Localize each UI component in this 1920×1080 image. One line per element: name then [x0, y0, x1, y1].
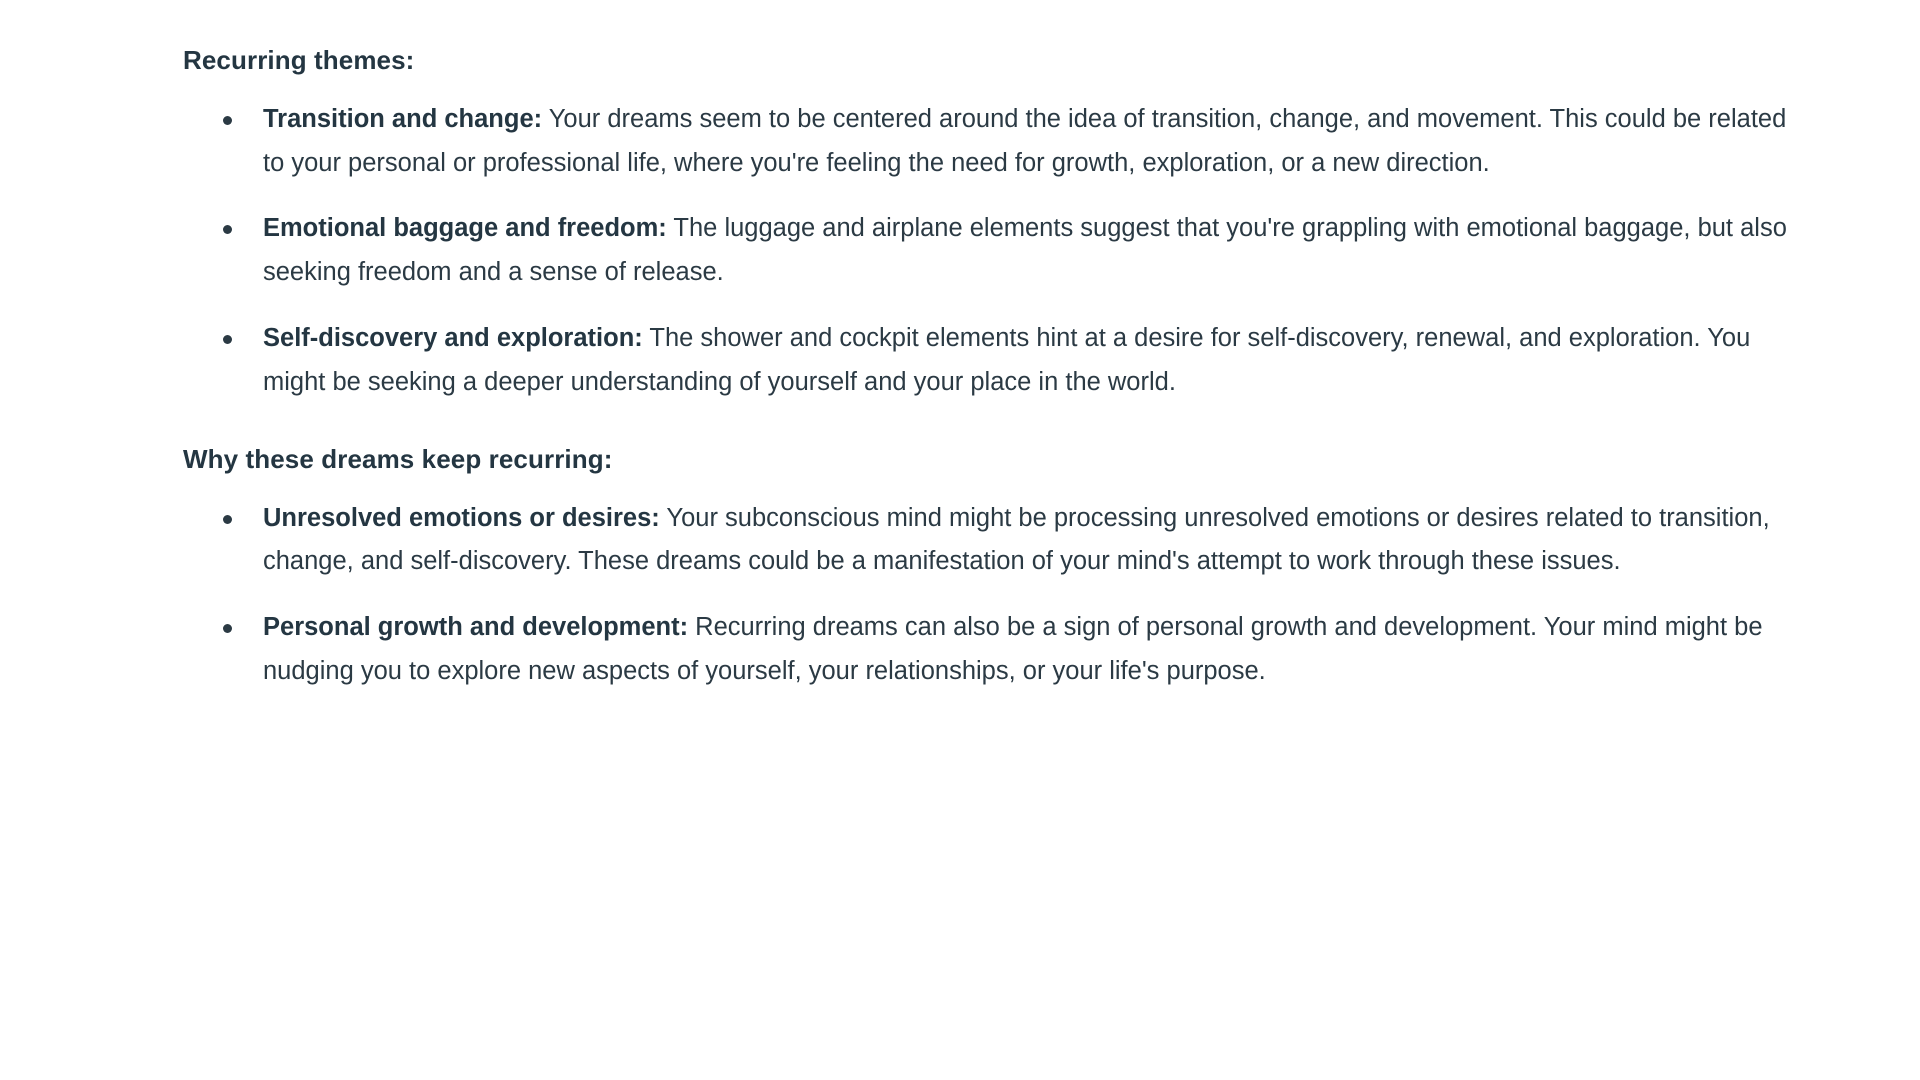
reasons-list: [183, 497, 1803, 694]
list-item: [183, 606, 1803, 694]
list-item-lead: Unresolved emotions or desires:: [263, 503, 660, 532]
section-heading: Recurring themes:: [183, 45, 415, 75]
section-why-recurring: [183, 441, 1803, 694]
list-item-text: Recurring dreams can also be a sign of personal growth and development. Your mind might be nudging you to explore new aspects of yourself, your relationships, or your life's purpose.: [263, 613, 1763, 686]
list-item: [183, 497, 1803, 585]
list-item-lead: Personal growth and development:: [263, 613, 689, 642]
list-item-text: Your dreams seem to be centered around the idea of transition, change, and movement. This could be related to your personal or professional life, where you're feeling the need for growth, exploration, or a new direction.: [263, 104, 1787, 177]
list-item-text: The luggage and airplane elements suggest that you're grappling with emotional baggage, but also seeking freedom and a sense of release.: [263, 214, 1787, 287]
list-item-lead: Emotional baggage and freedom:: [263, 214, 667, 243]
list-item: [183, 207, 1803, 295]
list-item-text: Your subconscious mind might be processing unresolved emotions or desires related to transition, change, and self-discovery. These dreams could be a manifestation of your mind's attempt to work through these issues.: [263, 503, 1770, 576]
themes-list: [183, 98, 1803, 405]
section-heading: Why these dreams keep recurring:: [183, 443, 613, 474]
list-item: [183, 98, 1803, 186]
document-content: [183, 42, 1803, 694]
section-recurring-themes: [183, 42, 1803, 405]
list-item-text: The shower and cockpit elements hint at a desire for self-discovery, renewal, and exploration. You might be seeking a deeper understanding of yourself and your place in the world.: [263, 324, 1751, 396]
list-item-lead: Transition and change:: [263, 104, 543, 133]
list-item: [183, 317, 1803, 405]
list-item-lead: Self-discovery and exploration:: [263, 324, 643, 353]
